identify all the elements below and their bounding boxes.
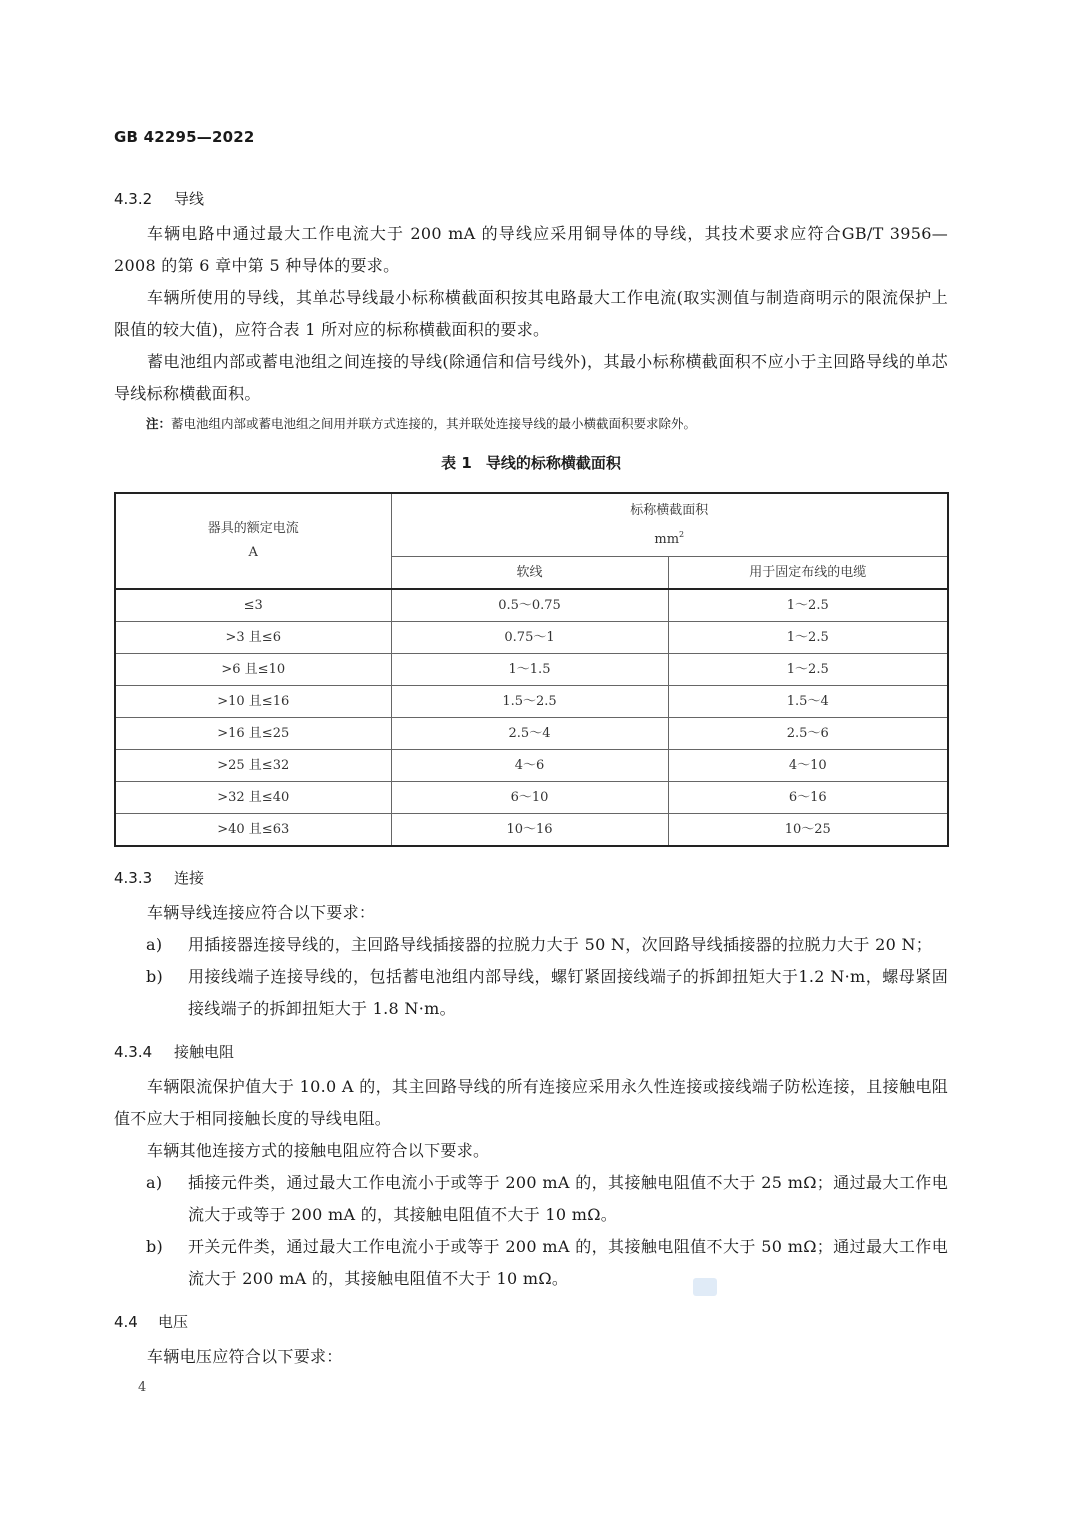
list-text: 开关元件类，通过最大工作电流小于或等于 200 mA 的，其接触电阻值不大于 50 mΩ；通过最大工作电流大于 200 mA 的，其接触电阻值不大于 10 mΩ。 xyxy=(188,1237,948,1288)
table-caption xyxy=(114,452,948,474)
list-marker: b) xyxy=(146,1237,164,1256)
requirement-list xyxy=(114,929,948,1025)
section-heading-4-4 xyxy=(114,1311,948,1333)
cell-fixed: 6～16 xyxy=(668,782,948,814)
requirement-list xyxy=(114,1167,948,1295)
header-unit xyxy=(396,523,944,552)
table-row xyxy=(115,782,948,814)
list-item xyxy=(146,1231,948,1295)
section-title: 电压 xyxy=(158,1313,189,1331)
header-flexible-cord: 软线 xyxy=(391,557,668,590)
paragraph: 蓄电池组内部或蓄电池组之间连接的导线(除通信和信号线外)，其最小标称横截面积不应小于主回路导线的单芯导线标称横截面积。 xyxy=(114,352,948,403)
header-label: 器具的额定电流 xyxy=(207,521,299,536)
cell-current: >25 且≤32 xyxy=(115,750,391,782)
table-row xyxy=(115,750,948,782)
table-title: 导线的标称横截面积 xyxy=(485,454,621,472)
header-fixed-cable: 用于固定布线的电缆 xyxy=(668,557,948,590)
table-row xyxy=(115,654,948,686)
list-text: 用接线端子连接导线的，包括蓄电池组内部导线，螺钉紧固接线端子的拆卸扭矩大于1.2 N·m，螺母紧固接线端子的拆卸扭矩大于 1.8 N·m。 xyxy=(188,967,948,1018)
cell-current: >3 且≤6 xyxy=(115,622,391,654)
list-marker: a) xyxy=(146,935,163,954)
note xyxy=(114,414,948,434)
cell-flexible: 1～1.5 xyxy=(391,654,668,686)
section-title: 连接 xyxy=(174,869,205,887)
note-label: 注： xyxy=(146,416,172,431)
list-marker: a) xyxy=(146,1173,163,1192)
unit-superscript: 2 xyxy=(679,529,685,539)
cell-flexible: 0.5～0.75 xyxy=(391,589,668,622)
list-item xyxy=(146,961,948,1025)
section-number: 4.3.2 xyxy=(114,190,153,208)
cell-flexible: 4～6 xyxy=(391,750,668,782)
cell-flexible: 10～16 xyxy=(391,814,668,847)
cell-current: >16 且≤25 xyxy=(115,718,391,750)
cell-fixed: 10～25 xyxy=(668,814,948,847)
header-label: 标称横截面积 xyxy=(630,502,709,518)
cell-fixed: 4～10 xyxy=(668,750,948,782)
cell-flexible: 6～10 xyxy=(391,782,668,814)
section-title: 导线 xyxy=(174,190,205,208)
table-header-row xyxy=(115,493,948,557)
list-text: 插接元件类，通过最大工作电流小于或等于 200 mA 的，其接触电阻值不大于 25 mΩ；通过最大工作电流大于或等于 200 mA 的，其接触电阻值不大于 10 mΩ。 xyxy=(188,1173,948,1224)
list-text: 用插接器连接导线的，主回路导线插接器的拉脱力大于 50 N，次回路导线插接器的拉脱力大于 20 N； xyxy=(188,935,933,954)
header-unit: A xyxy=(248,545,258,560)
section-title: 接触电阻 xyxy=(174,1043,235,1061)
section-number: 4.4 xyxy=(114,1313,138,1331)
table-row xyxy=(115,622,948,654)
section-heading-4-3-4 xyxy=(114,1041,948,1063)
cell-fixed: 2.5～6 xyxy=(668,718,948,750)
section-number: 4.3.4 xyxy=(114,1043,153,1061)
section-heading-4-3-3 xyxy=(114,867,948,889)
list-item xyxy=(146,1167,948,1231)
paragraph: 车辆限流保护值大于 10.0 A 的，其主回路导线的所有连接应采用永久性连接或接线端子防松连接，且接触电阻值不应大于相同接触长度的导线电阻。 xyxy=(114,1077,948,1128)
table-number: 表 1 xyxy=(441,454,472,472)
header-rated-current xyxy=(115,493,391,589)
cross-section-table xyxy=(114,492,949,847)
cell-current: >6 且≤10 xyxy=(115,654,391,686)
cell-fixed: 1.5～4 xyxy=(668,686,948,718)
list-marker: b) xyxy=(146,967,164,986)
unit-text: mm xyxy=(654,531,680,547)
note-text: 蓄电池组内部或蓄电池组之间用并联方式连接的，其并联处连接导线的最小横截面积要求除外。 xyxy=(171,416,697,431)
list-item xyxy=(146,929,948,961)
paragraph: 车辆导线连接应符合以下要求： xyxy=(147,903,376,922)
cell-flexible: 0.75～1 xyxy=(391,622,668,654)
cell-flexible: 2.5～4 xyxy=(391,718,668,750)
table-row xyxy=(115,718,948,750)
cell-fixed: 1～2.5 xyxy=(668,654,948,686)
section-number: 4.3.3 xyxy=(114,869,153,887)
cell-current: >40 且≤63 xyxy=(115,814,391,847)
document-id: GB 42295—2022 xyxy=(114,128,255,146)
paragraph: 车辆其他连接方式的接触电阻应符合以下要求。 xyxy=(147,1141,490,1160)
section-heading-4-3-2 xyxy=(114,188,948,210)
paragraph: 车辆所使用的导线，其单芯导线最小标称横截面积按其电路最大工作电流(取实测值与制造商明示的限流保护上限值的较大值)，应符合表 1 所对应的标称横截面积的要求。 xyxy=(114,288,948,339)
paragraph: 车辆电压应符合以下要求： xyxy=(147,1347,343,1366)
cell-current: ≤3 xyxy=(115,589,391,622)
table-row xyxy=(115,589,948,622)
table-row xyxy=(115,814,948,847)
cell-fixed: 1～2.5 xyxy=(668,622,948,654)
header-nominal-area xyxy=(391,493,948,557)
cell-current: >10 且≤16 xyxy=(115,686,391,718)
cell-fixed: 1～2.5 xyxy=(668,589,948,622)
cell-flexible: 1.5～2.5 xyxy=(391,686,668,718)
watermark-stamp xyxy=(693,1278,717,1296)
page-number: 4 xyxy=(138,1380,147,1395)
paragraph: 车辆电路中通过最大工作电流大于 200 mA 的导线应采用铜导体的导线，其技术要求应符合GB/T 3956—2008 的第 6 章中第 5 种导体的要求。 xyxy=(114,224,948,275)
cell-current: >32 且≤40 xyxy=(115,782,391,814)
table-row xyxy=(115,686,948,718)
